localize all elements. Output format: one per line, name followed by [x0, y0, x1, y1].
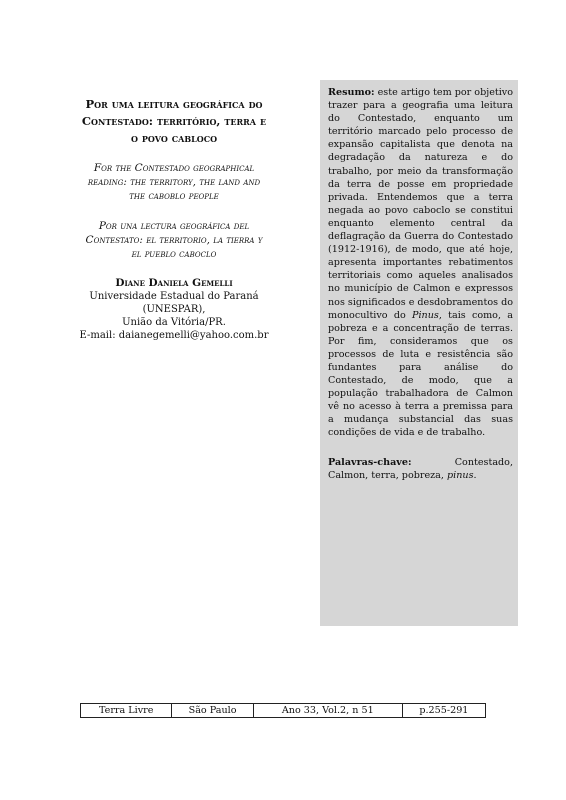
keywords-end: .: [473, 469, 477, 481]
spanish-title-line: el pueblo caboclo: [131, 248, 217, 260]
abstract-box: [320, 80, 518, 626]
title-line: Por uma leitura geográfica do: [85, 97, 263, 111]
english-title-line: For the Contestado geographical: [93, 162, 255, 174]
author-affiliation: [60, 290, 288, 342]
journal-footer: [80, 703, 486, 718]
keywords-text: Contestado, Calmon, terra, pobreza,: [328, 456, 513, 481]
abstract-body: , tais como, a pobreza e a concentração de terras. Por fim, consideramos que os processos de luta e resistência são fundantes para análise do Contestado, de modo, que a população trabalhadora de Calmon vê no acesso à terra a premissa para a mudança substancial das suas condições de vida e de trabalho.: [328, 309, 513, 439]
abstract-body: este artigo tem por objetivo trazer para a geografia uma leitura do Contestado, enquanto um território marcado pelo processo de expansão capitalista que denota na degradação da natureza e do trabalho, por meio da transformação da terra de posse em propriedade privada. Entendemos que a terra negada ao povo caboclo se constitui enquanto elemento central da deflagração da Guerra do Contestado (1912-1916), de modo, que até hoje, apresenta importantes rebatimentos territoriais como aqueles analisados no município de Calmon e expressos nos significados e desdobramentos do monocultivo do: [328, 87, 513, 321]
abstract-text: [328, 86, 513, 440]
footer-pages: p.255-291: [402, 704, 485, 718]
footer-volume: Ano 33, Vol.2, n 51: [253, 704, 402, 718]
english-title-line: the caboblo people: [129, 190, 219, 202]
title-line: Contestado: território, terra e: [81, 114, 267, 128]
title-line: o povo cabloco: [130, 131, 218, 145]
page-title: [60, 96, 288, 147]
affiliation-line: União da Vitória/PR.: [122, 317, 226, 328]
keywords-italic: pinus: [447, 469, 474, 481]
spanish-title: [60, 219, 288, 261]
english-title-line: reading: the territory, the land and: [87, 176, 261, 188]
spanish-title-line: Contestato: el territorio, la tierra y: [85, 234, 263, 246]
affiliation-line: Universidade Estadual do Paraná (UNESPAR),: [89, 291, 259, 315]
author-email: E-mail: daianegemelli@yahoo.com.br: [79, 330, 269, 341]
keywords: [328, 456, 513, 482]
english-title: [60, 161, 288, 203]
abstract-label: Resumo:: [328, 87, 375, 98]
footer-city: São Paulo: [172, 704, 253, 718]
spanish-title-line: Por una lectura geográfica del: [98, 220, 250, 232]
keywords-label: Palavras-chave:: [328, 456, 412, 468]
title-block: [60, 96, 288, 342]
footer-journal: Terra Livre: [81, 704, 172, 718]
abstract-italic: Pinus: [412, 309, 439, 321]
footer-row: [81, 704, 486, 718]
author-name: Diane Daniela Gemelli: [115, 277, 233, 289]
